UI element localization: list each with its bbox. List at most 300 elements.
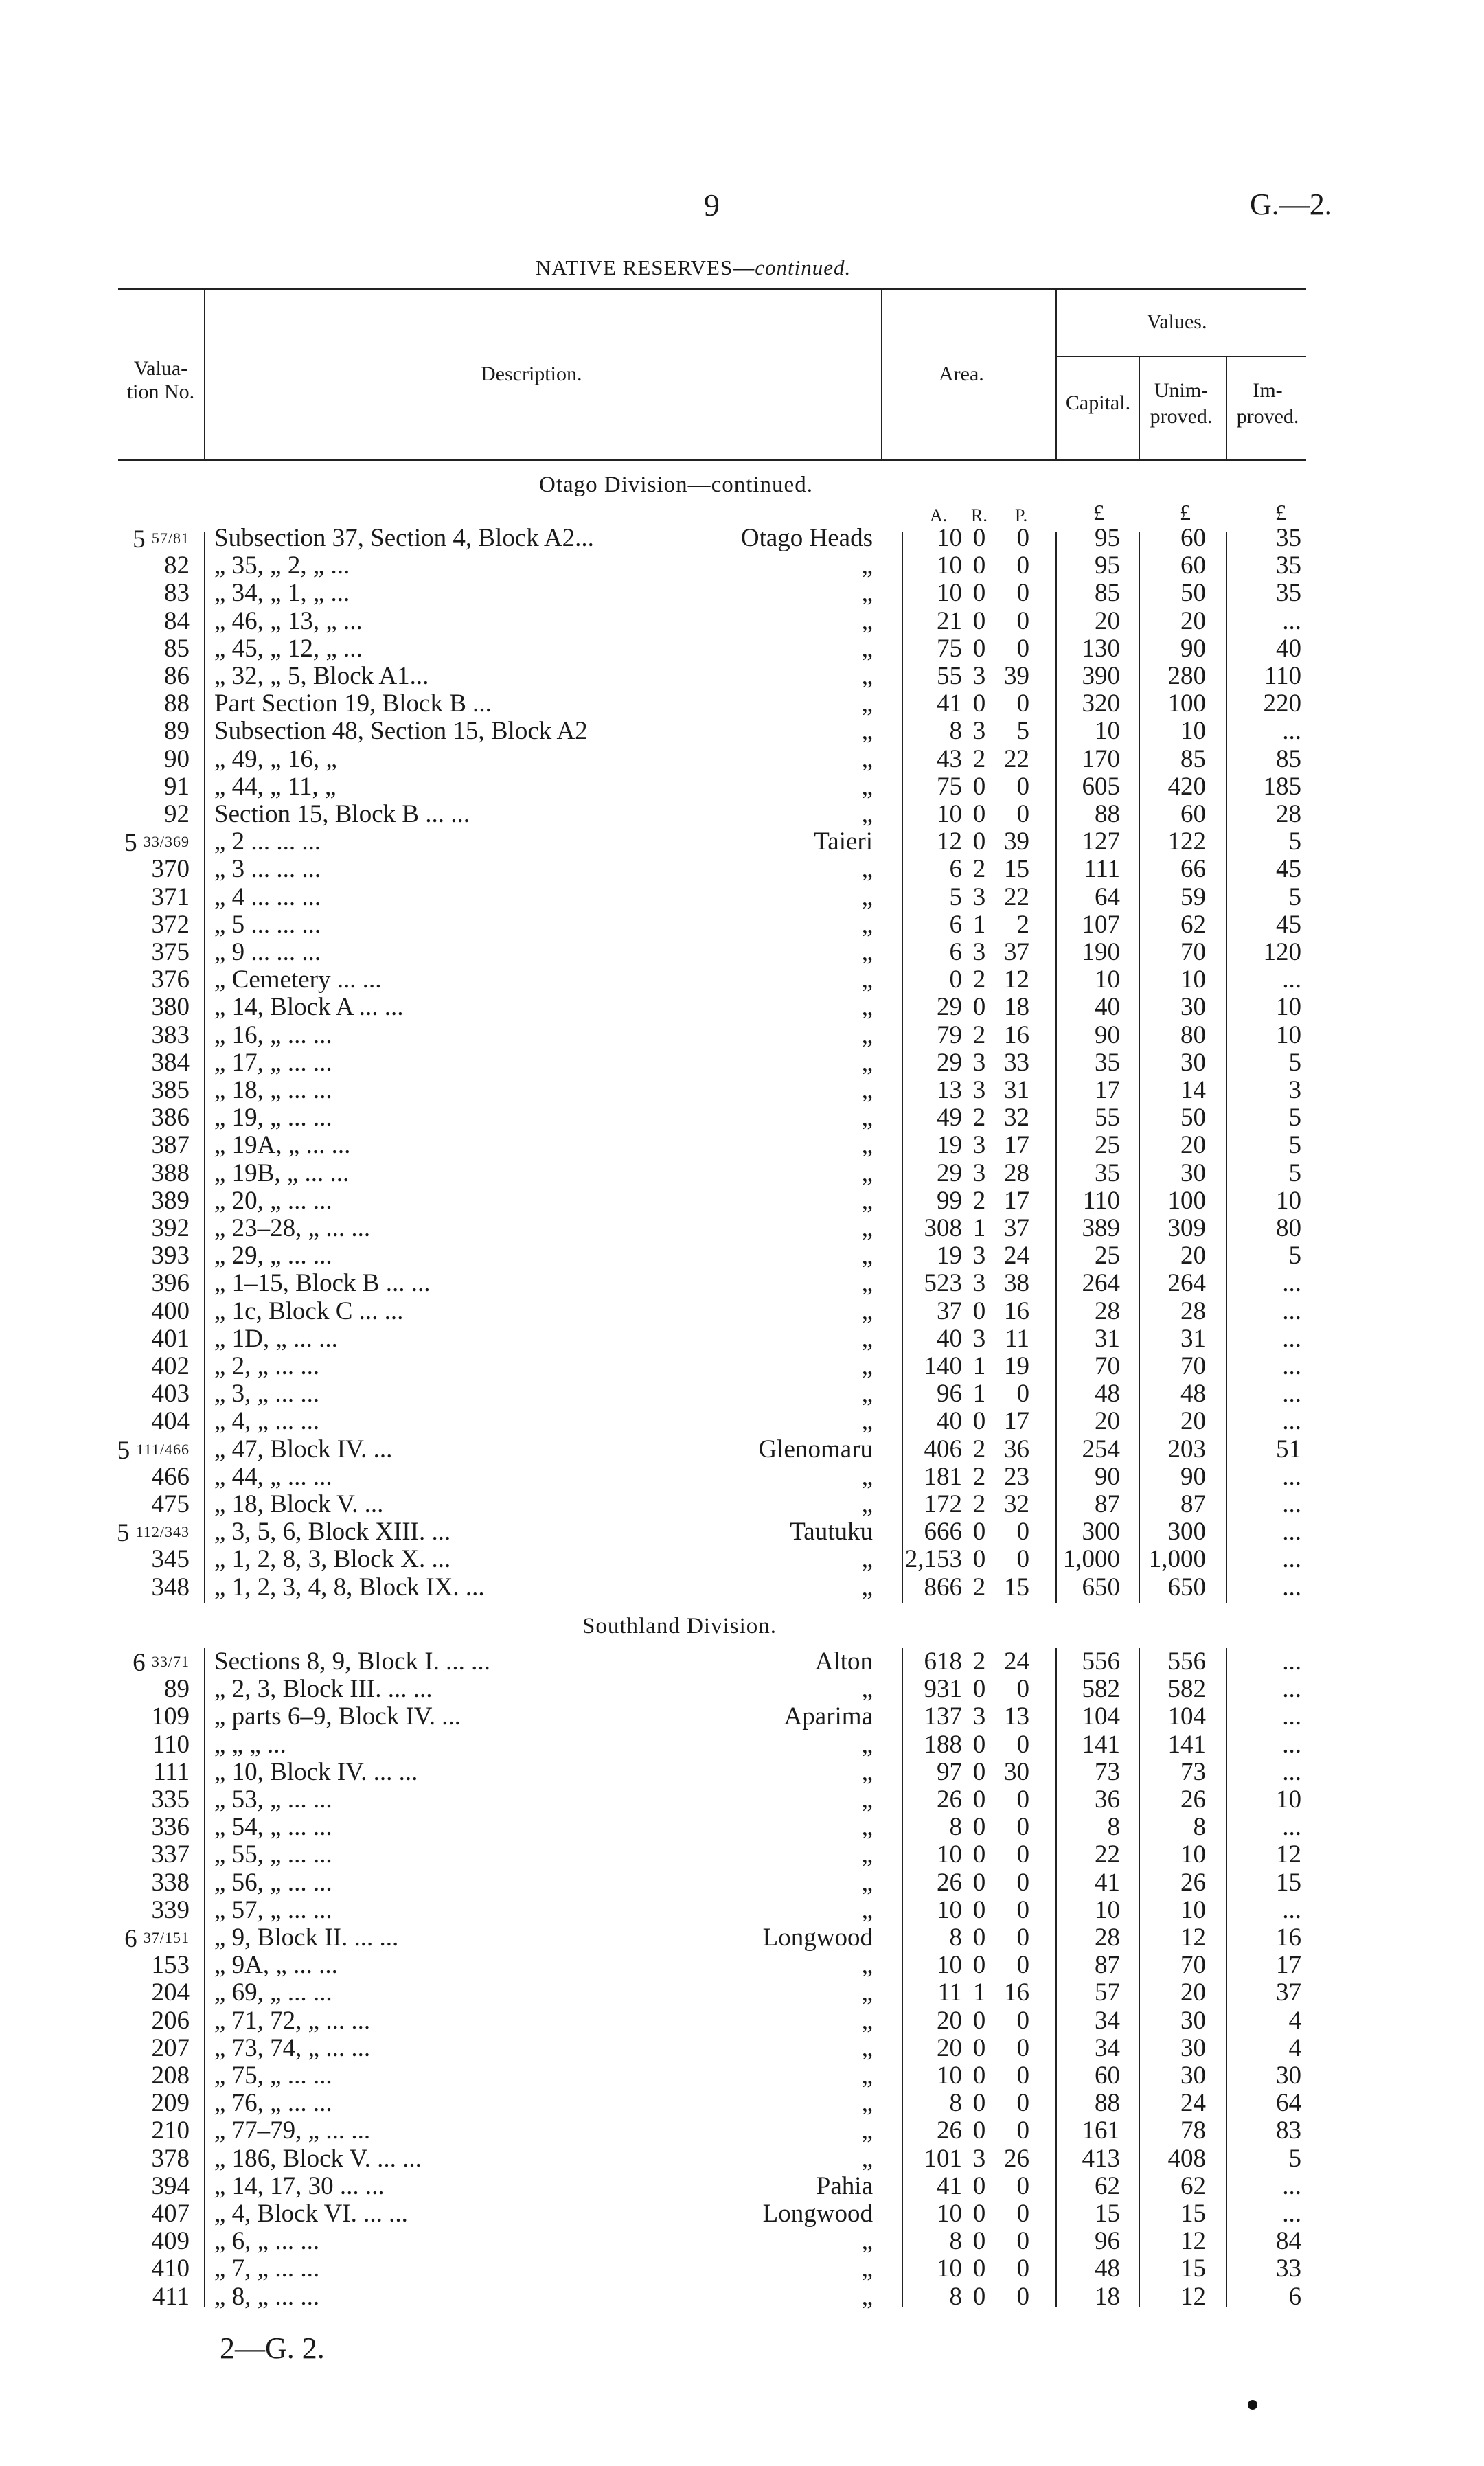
locality: „ — [861, 1297, 873, 1325]
table-row — [0, 552, 1484, 580]
area-acres: 6 — [949, 938, 962, 966]
unimproved-value: 100 — [1167, 1186, 1206, 1215]
area-perches: 0 — [1016, 2033, 1029, 2062]
valuation-number: 372 — [151, 910, 190, 939]
area-roods: 0 — [972, 2254, 986, 2283]
locality: „ — [861, 1545, 873, 1574]
valuation-number: 388 — [151, 1158, 190, 1187]
valuation-number: 370 — [151, 855, 190, 884]
locality: „ — [861, 2144, 873, 2173]
table-row — [0, 1049, 1484, 1077]
locality: Longwood — [762, 2200, 873, 2228]
unimproved-value: 30 — [1180, 2033, 1206, 2062]
unimproved-value: 60 — [1180, 800, 1206, 828]
improved-value: ... — [1282, 2200, 1301, 2228]
area-perches: 28 — [1004, 1158, 1029, 1187]
area-acres: 10 — [937, 1895, 962, 1924]
area-perches: 31 — [1004, 1076, 1029, 1104]
description: „ 57, „ ... ... — [214, 1895, 332, 1924]
unimproved-value: 90 — [1180, 1462, 1206, 1491]
area-perches: 0 — [1016, 551, 1029, 580]
unimproved-value: 20 — [1180, 1978, 1206, 2007]
area-perches: 0 — [1016, 1951, 1029, 1980]
description: „ 44, „ 11, „ — [214, 772, 336, 801]
unimproved-value: 408 — [1167, 2144, 1206, 2173]
unimproved-value: 70 — [1180, 938, 1206, 966]
area-roods: 3 — [972, 938, 986, 966]
area-perches: 19 — [1004, 1352, 1029, 1380]
improved-value: 5 — [1288, 1131, 1301, 1160]
valuation-number: 207 — [151, 2033, 190, 2062]
table-row — [0, 2090, 1484, 2117]
capital-value: 107 — [1082, 910, 1120, 939]
table-row — [0, 1353, 1484, 1380]
improved-value: ... — [1282, 2171, 1301, 2200]
improved-value: 10 — [1276, 1020, 1301, 1049]
description: „ 16, „ ... ... — [214, 1020, 332, 1049]
area-acres: 49 — [937, 1104, 962, 1132]
area-roods: 0 — [972, 1297, 986, 1325]
improved-value: ... — [1282, 1297, 1301, 1325]
locality: „ — [861, 1785, 873, 1814]
area-acres: 75 — [937, 772, 962, 801]
area-roods: 0 — [972, 1757, 986, 1786]
capital-value: 130 — [1082, 634, 1120, 663]
area-acres: 75 — [937, 634, 962, 663]
locality: „ — [861, 1573, 873, 1601]
area-acres: 172 — [924, 1490, 962, 1518]
area-perches: 0 — [1016, 634, 1029, 663]
valuation-number: 380 — [151, 993, 190, 1022]
description: „ 46, „ 13, „ ... — [214, 606, 363, 635]
capital-value: 48 — [1095, 2254, 1120, 2283]
unimproved-value: 10 — [1180, 717, 1206, 746]
area-roods: 3 — [972, 1048, 986, 1077]
locality: „ — [861, 1490, 873, 1518]
improved-value: 5 — [1288, 1158, 1301, 1187]
unimproved-value: 59 — [1180, 882, 1206, 911]
unimproved-value: 70 — [1180, 1951, 1206, 1980]
unimproved-value: 31 — [1180, 1324, 1206, 1353]
capital-value: 57 — [1095, 1978, 1120, 2007]
unimproved-value: 30 — [1180, 1158, 1206, 1187]
area-roods: 0 — [972, 1868, 986, 1897]
locality: „ — [861, 1158, 873, 1187]
description: „ „ „ ... — [214, 1730, 286, 1759]
unimproved-value: 73 — [1180, 1757, 1206, 1786]
area-perches: 32 — [1004, 1104, 1029, 1132]
area-acres: 20 — [937, 2006, 962, 2035]
table-row — [0, 1924, 1484, 1952]
unimproved-value: 104 — [1167, 1702, 1206, 1731]
unimproved-value: 70 — [1180, 1352, 1206, 1380]
capital-value: 28 — [1095, 1297, 1120, 1325]
area-roods: 0 — [972, 1407, 986, 1436]
area-roods: 0 — [972, 772, 986, 801]
unimproved-value: 48 — [1180, 1380, 1206, 1408]
table-row — [0, 690, 1484, 718]
locality: „ — [861, 2089, 873, 2118]
area-roods: 0 — [972, 1730, 986, 1759]
area-roods: 2 — [972, 1020, 986, 1049]
improved-value: 5 — [1288, 2144, 1301, 2173]
description: Sections 8, 9, Block I. ... ... — [214, 1647, 490, 1676]
improved-value: ... — [1282, 1757, 1301, 1786]
area-roods: 0 — [972, 1840, 986, 1869]
capital-value: 87 — [1095, 1951, 1120, 1980]
locality: „ — [861, 1868, 873, 1897]
area-roods: 3 — [972, 1324, 986, 1353]
area-roods: 3 — [972, 2144, 986, 2173]
description: „ 45, „ 12, „ ... — [214, 634, 363, 663]
improved-value: 80 — [1276, 1214, 1301, 1242]
unimproved-value: 203 — [1167, 1435, 1206, 1463]
area-acres: 10 — [937, 2254, 962, 2283]
area-acres: 618 — [924, 1647, 962, 1676]
area-perches: 0 — [1016, 1675, 1029, 1704]
description: „ 34, „ 1, „ ... — [214, 579, 350, 608]
rule-capital — [1055, 532, 1057, 1603]
capital-value: 87 — [1095, 1490, 1120, 1518]
table-row — [0, 1814, 1484, 1841]
area-acres: 181 — [924, 1462, 962, 1491]
description: „ 17, „ ... ... — [214, 1048, 332, 1077]
locality: „ — [861, 2062, 873, 2090]
description: „ 23–28, „ ... ... — [214, 1214, 371, 1242]
unimproved-value: 62 — [1180, 2171, 1206, 2200]
section-title-otago: Otago Division—continued. — [539, 472, 813, 497]
unimproved-value: 122 — [1167, 827, 1206, 856]
valuation-number: 6 33/71 — [133, 1649, 190, 1677]
unimproved-value: 50 — [1180, 1104, 1206, 1132]
capital-value: 190 — [1082, 938, 1120, 966]
rule-improved — [1226, 532, 1227, 1603]
description: „ 75, „ ... ... — [214, 2062, 332, 2090]
section-title-southland: Southland Division. — [582, 1614, 777, 1639]
table-row — [0, 1022, 1484, 1049]
description: „ 5 ... ... ... — [214, 910, 321, 939]
capital-value: 85 — [1095, 579, 1120, 608]
area-acres: 96 — [937, 1380, 962, 1408]
capital-value: 111 — [1084, 855, 1120, 884]
capital-value: 34 — [1095, 2006, 1120, 2035]
valuation-number: 387 — [151, 1131, 190, 1160]
capital-value: 73 — [1095, 1757, 1120, 1786]
area-roods: 0 — [972, 2116, 986, 2145]
locality: „ — [861, 1186, 873, 1215]
area-acres: 931 — [924, 1675, 962, 1704]
description: „ 47, Block IV. ... — [214, 1435, 393, 1463]
improved-value: ... — [1282, 1518, 1301, 1546]
capital-value: 34 — [1095, 2033, 1120, 2062]
capital-value: 556 — [1082, 1647, 1120, 1676]
locality: „ — [861, 2227, 873, 2256]
table-row — [0, 1574, 1484, 1601]
table-row — [0, 663, 1484, 690]
improved-value: 84 — [1276, 2227, 1301, 2256]
area-acres: 10 — [937, 551, 962, 580]
area-acres: 41 — [937, 2171, 962, 2200]
description: „ 1, 2, 8, 3, Block X. ... — [214, 1545, 451, 1574]
area-acres: 12 — [937, 827, 962, 856]
improved-value: ... — [1282, 1324, 1301, 1353]
area-perches: 0 — [1016, 2062, 1029, 2090]
improved-value: 3 — [1288, 1076, 1301, 1104]
unimproved-value: 87 — [1180, 1490, 1206, 1518]
locality: „ — [861, 910, 873, 939]
area-acres: 8 — [949, 717, 962, 746]
valuation-number: 5 57/81 — [133, 525, 190, 553]
area-roods: 0 — [972, 1813, 986, 1842]
area-acres: 26 — [937, 1868, 962, 1897]
area-acres: 43 — [937, 744, 962, 773]
table-row — [0, 2117, 1484, 2145]
description: „ 6, „ ... ... — [214, 2227, 320, 2256]
valuation-number: 337 — [151, 1840, 190, 1869]
improved-value: ... — [1282, 1352, 1301, 1380]
capital-value: 22 — [1095, 1840, 1120, 1869]
area-roods: 0 — [972, 2171, 986, 2200]
area-acres: 29 — [937, 993, 962, 1022]
area-perches: 22 — [1004, 882, 1029, 911]
table-row — [0, 1648, 1484, 1676]
table-row — [0, 2062, 1484, 2090]
table-row — [0, 2173, 1484, 2200]
area-perches: 0 — [1016, 1923, 1029, 1952]
area-acres: 26 — [937, 1785, 962, 1814]
locality: „ — [861, 800, 873, 828]
improved-value: 16 — [1276, 1923, 1301, 1952]
unimproved-value: 30 — [1180, 1048, 1206, 1077]
unimproved-value: 30 — [1180, 2006, 1206, 2035]
unimproved-value: 20 — [1180, 1131, 1206, 1160]
valuation-number: 385 — [151, 1076, 190, 1104]
area-acres: 97 — [937, 1757, 962, 1786]
area-perches: 24 — [1004, 1647, 1029, 1676]
locality: Aparima — [784, 1702, 873, 1731]
unimproved-value: 15 — [1180, 2200, 1206, 2228]
locality: Tautuku — [790, 1518, 873, 1546]
valuation-number: 6 37/151 — [124, 1925, 190, 1953]
area-roods: 0 — [972, 524, 986, 552]
capital-value: 40 — [1095, 993, 1120, 1022]
valuation-number: 396 — [151, 1269, 190, 1298]
area-acres: 40 — [937, 1324, 962, 1353]
valuation-number: 5 111/466 — [117, 1436, 190, 1465]
area-roods: 0 — [972, 1923, 986, 1952]
locality: „ — [861, 1730, 873, 1759]
rule-area — [902, 532, 903, 1603]
improved-value: 37 — [1276, 1978, 1301, 2007]
unimproved-value: 80 — [1180, 1020, 1206, 1049]
table-row — [0, 1786, 1484, 1814]
locality: „ — [861, 1048, 873, 1077]
valuation-number: 91 — [164, 772, 190, 801]
valuation-number: 153 — [151, 1951, 190, 1980]
locality: „ — [861, 1324, 873, 1353]
valuation-number: 89 — [164, 1675, 190, 1704]
valuation-number: 109 — [151, 1702, 190, 1731]
capital-value: 104 — [1082, 1702, 1120, 1731]
description: „ 4, Block VI. ... ... — [214, 2200, 408, 2228]
area-perches: 26 — [1004, 2144, 1029, 2173]
area-acres: 8 — [949, 2282, 962, 2311]
unimproved-value: 20 — [1180, 606, 1206, 635]
table-row — [0, 1104, 1484, 1132]
valuation-number: 394 — [151, 2171, 190, 2200]
area-perches: 0 — [1016, 2006, 1029, 2035]
valuation-number: 210 — [151, 2116, 190, 2145]
area-perches: 12 — [1004, 966, 1029, 994]
area-perches: 22 — [1004, 744, 1029, 773]
area-acres: 140 — [924, 1352, 962, 1380]
rule-area — [902, 1648, 903, 2307]
description: „ 4 ... ... ... — [214, 882, 321, 911]
description: „ 2 ... ... ... — [214, 827, 321, 856]
improved-value: ... — [1282, 966, 1301, 994]
capital-value: 36 — [1095, 1785, 1120, 1814]
table-row — [0, 1298, 1484, 1325]
locality: „ — [861, 1131, 873, 1160]
unimproved-value: 62 — [1180, 910, 1206, 939]
valuation-number: 335 — [151, 1785, 190, 1814]
improved-value: ... — [1282, 1675, 1301, 1704]
page-reference: G.—2. — [1250, 187, 1332, 221]
area-roods: 2 — [972, 1573, 986, 1601]
capital-value: 35 — [1095, 1048, 1120, 1077]
improved-value: ... — [1282, 1462, 1301, 1491]
area-roods: 3 — [972, 1158, 986, 1187]
area-roods: 3 — [972, 1131, 986, 1160]
valuation-number: 411 — [152, 2282, 190, 2311]
locality: „ — [861, 1076, 873, 1104]
table-row — [0, 939, 1484, 966]
valuation-number: 466 — [151, 1462, 190, 1491]
capital-value: 25 — [1095, 1242, 1120, 1270]
area-perches: 15 — [1004, 1573, 1029, 1601]
area-roods: 1 — [972, 1380, 986, 1408]
locality: „ — [861, 1951, 873, 1980]
description: „ 55, „ ... ... — [214, 1840, 332, 1869]
description: „ 73, 74, „ ... ... — [214, 2033, 371, 2062]
area-roods: 0 — [972, 634, 986, 663]
locality: Alton — [814, 1647, 873, 1676]
valuation-number: 86 — [164, 662, 190, 690]
area-acres: 8 — [949, 1813, 962, 1842]
locality: Glenomaru — [758, 1435, 873, 1463]
description: „ 76, „ ... ... — [214, 2089, 332, 2118]
improved-value: 45 — [1276, 910, 1301, 939]
unimproved-value: 30 — [1180, 2062, 1206, 2090]
improved-value: 83 — [1276, 2116, 1301, 2145]
description: „ 10, Block IV. ... ... — [214, 1757, 418, 1786]
capital-value: 31 — [1095, 1324, 1120, 1353]
table-row — [0, 828, 1484, 856]
description: „ 44, „ ... ... — [214, 1462, 332, 1491]
unimproved-value: 28 — [1180, 1297, 1206, 1325]
locality: „ — [861, 1895, 873, 1924]
improved-header: Im-proved. — [1236, 379, 1299, 428]
improved-value: ... — [1282, 1380, 1301, 1408]
table-row — [0, 994, 1484, 1021]
area-perches: 0 — [1016, 579, 1029, 608]
area-acres: 523 — [924, 1269, 962, 1298]
unimproved-value: 12 — [1180, 1923, 1206, 1952]
area-perches: 30 — [1004, 1757, 1029, 1786]
table-row — [0, 2145, 1484, 2173]
locality: „ — [861, 855, 873, 884]
area-roods: 2 — [972, 744, 986, 773]
table-row — [0, 1952, 1484, 1979]
area-roods: 2 — [972, 855, 986, 884]
locality: „ — [861, 2006, 873, 2035]
table-row — [0, 1132, 1484, 1159]
table-row — [0, 608, 1484, 635]
area-perches: 0 — [1016, 772, 1029, 801]
table-row — [0, 2007, 1484, 2035]
table-row — [0, 1077, 1484, 1104]
table-row — [0, 1380, 1484, 1408]
improved-value: 5 — [1288, 882, 1301, 911]
unimproved-value: 60 — [1180, 524, 1206, 552]
improved-value: ... — [1282, 1813, 1301, 1842]
area-roods: 0 — [972, 1895, 986, 1924]
improved-value: 64 — [1276, 2089, 1301, 2118]
description: „ 35, „ 2, „ ... — [214, 551, 350, 580]
improved-value: 12 — [1276, 1840, 1301, 1869]
area-roods: 0 — [972, 1518, 986, 1546]
description: „ 2, „ ... ... — [214, 1352, 320, 1380]
table-row — [0, 2255, 1484, 2283]
locality: „ — [861, 1380, 873, 1408]
capital-value: 10 — [1095, 966, 1120, 994]
area-perches: 0 — [1016, 689, 1029, 718]
locality: „ — [861, 717, 873, 746]
description: „ 14, 17, 30 ... ... — [214, 2171, 385, 2200]
area-acres: 13 — [937, 1076, 962, 1104]
capital-value: 254 — [1082, 1435, 1120, 1463]
locality: „ — [861, 1978, 873, 2007]
locality: „ — [861, 1840, 873, 1869]
valuation-number: 204 — [151, 1978, 190, 2007]
capital-value: 605 — [1082, 772, 1120, 801]
area-acres: 8 — [949, 1923, 962, 1952]
improved-value: 35 — [1276, 551, 1301, 580]
unimproved-value: 556 — [1167, 1647, 1206, 1676]
area-acres: 188 — [924, 1730, 962, 1759]
area-roods: 2 — [972, 1186, 986, 1215]
area-perches: 39 — [1004, 827, 1029, 856]
table-row — [0, 966, 1484, 994]
valuation-number: 88 — [164, 689, 190, 718]
capital-value: 25 — [1095, 1131, 1120, 1160]
locality: „ — [861, 1407, 873, 1436]
locality: „ — [861, 1242, 873, 1270]
table-row — [0, 884, 1484, 911]
area-perches: 0 — [1016, 1895, 1029, 1924]
area-perches: 5 — [1016, 717, 1029, 746]
area-acres: 6 — [949, 855, 962, 884]
locality: „ — [861, 1757, 873, 1786]
improved-value: ... — [1282, 1490, 1301, 1518]
valuation-number: 475 — [151, 1490, 190, 1518]
table-row — [0, 718, 1484, 745]
unimproved-value: 300 — [1167, 1518, 1206, 1546]
area-perches: 24 — [1004, 1242, 1029, 1270]
capital-value: 90 — [1095, 1462, 1120, 1491]
capital-value: 20 — [1095, 606, 1120, 635]
capital-value: 650 — [1082, 1573, 1120, 1601]
